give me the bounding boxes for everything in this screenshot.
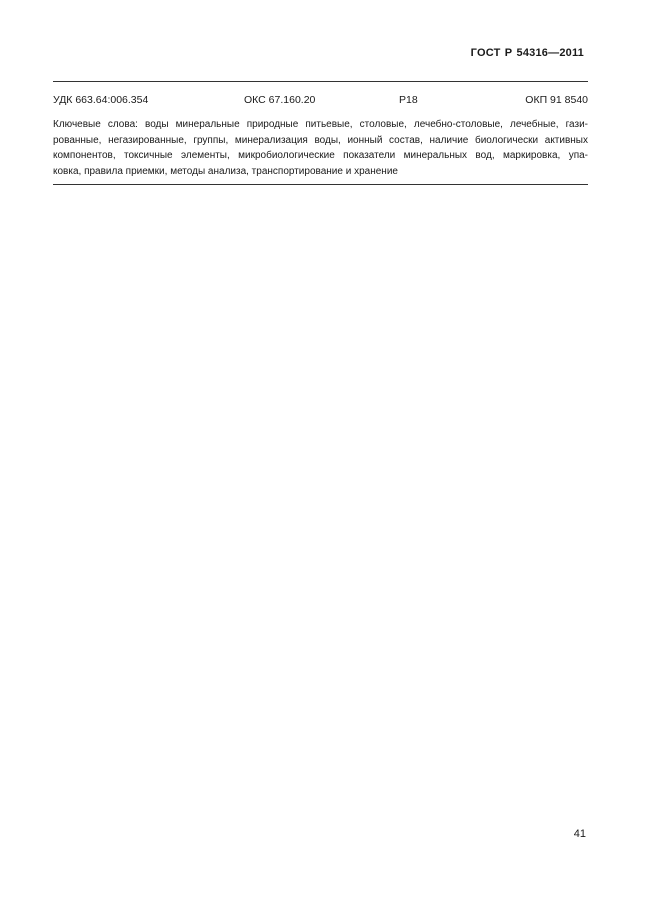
keywords-line: ковка, правила приемки, методы анализа, транспортирование и хранение xyxy=(53,165,398,177)
keywords-line: рованные, негазированные, группы, минерализация воды, ионный состав, наличие биологически активных xyxy=(53,134,588,146)
keywords-line: Ключевые слова: воды минеральные природные питьевые, столовые, лечебно-столовые, лечебные, гази- xyxy=(53,119,588,130)
classification-codes-row xyxy=(53,94,588,108)
bottom-divider xyxy=(53,184,588,185)
keywords-block xyxy=(53,117,588,179)
oks-code: ОКС 67.160.20 xyxy=(244,94,316,106)
page-number: 41 xyxy=(573,828,586,840)
keywords-line: компонентов, токсичные элементы, микробиологические показатели минеральных вод, маркировка, упа- xyxy=(53,150,588,161)
okp-code: ОКП 91 8540 xyxy=(525,94,588,106)
top-divider xyxy=(53,81,588,82)
group-code: Р18 xyxy=(399,94,418,106)
udk-code: УДК 663.64:006.354 xyxy=(53,94,149,106)
document-standard-id: ГОСТ Р 54316—2011 xyxy=(470,47,584,59)
